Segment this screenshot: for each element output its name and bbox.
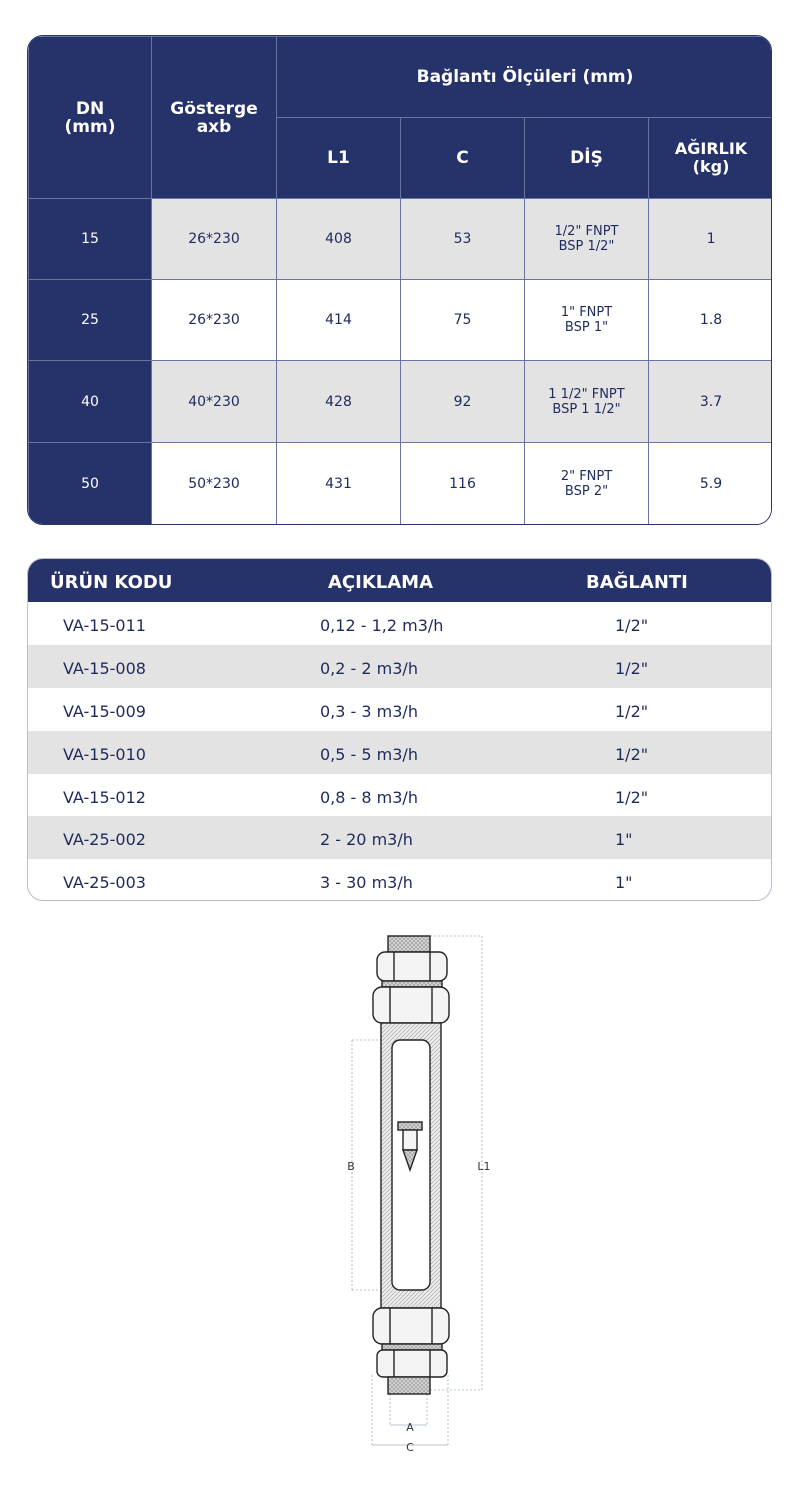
cell-kg: 5.9 [649,443,773,525]
cell-desc: 2 - 20 m3/h [320,830,413,850]
header-gosterge: Gösterge axb [152,37,277,199]
table-row [28,859,771,901]
header-urun-kodu: ÜRÜN KODU [50,572,173,593]
cell-code: VA-15-012 [63,787,146,807]
cell-c: 75 [401,280,525,361]
cell-dis: 1 1/2" FNPT BSP 1 1/2" [525,361,649,443]
cell-c: 116 [401,443,525,525]
cell-code: VA-15-010 [63,744,146,764]
table-row [29,199,773,280]
cell-conn: 1" [615,873,633,893]
cell-conn: 1" [615,830,633,850]
product-table-header [28,559,771,602]
cell-l1: 431 [277,443,401,525]
cell-axb: 40*230 [152,361,277,443]
cell-code: VA-15-011 [63,616,146,635]
cell-code: VA-15-009 [63,701,146,721]
cell-desc: 0,8 - 8 m3/h [320,787,418,807]
table-row [28,816,771,859]
cell-dn: 15 [29,199,152,280]
header-dn: DN (mm) [29,37,152,199]
cell-desc: 3 - 30 m3/h [320,873,413,893]
header-baglanti-olculeri: Bağlantı Ölçüleri (mm) [277,37,773,118]
cell-conn: 1/2" [615,658,649,678]
cell-conn: 1/2" [615,744,649,764]
dimension-label-l1: L1 [477,1160,491,1173]
cell-dis: 2" FNPT BSP 2" [525,443,649,525]
cell-axb: 50*230 [152,443,277,525]
cell-conn: 1/2" [615,787,649,807]
table-row [28,688,771,731]
cell-code: VA-15-008 [63,658,146,678]
cell-desc: 0,12 - 1,2 m3/h [320,616,444,635]
header-l1: L1 [277,118,401,199]
header-c: C [401,118,525,199]
table-row [28,731,771,774]
cell-c: 53 [401,199,525,280]
dimension-label-b: B [347,1160,355,1173]
cell-conn: 1/2" [615,616,649,635]
cell-code: VA-25-002 [63,830,146,850]
cell-kg: 1 [649,199,773,280]
cell-desc: 0,5 - 5 m3/h [320,744,418,764]
cell-axb: 26*230 [152,280,277,361]
header-baglanti: BAĞLANTI [586,572,688,593]
header-dis: DİŞ [525,118,649,199]
cell-kg: 3.7 [649,361,773,443]
cell-l1: 408 [277,199,401,280]
cell-code: VA-25-003 [63,873,146,893]
cell-axb: 26*230 [152,199,277,280]
flowmeter-technical-drawing [330,925,510,1465]
cell-desc: 0,3 - 3 m3/h [320,701,418,721]
cell-c: 92 [401,361,525,443]
product-table [27,558,772,901]
dimension-label-a: A [406,1421,414,1434]
table-row [29,443,773,525]
table-row [29,280,773,361]
table-row [29,361,773,443]
spec-table [27,35,772,525]
dimension-label-c: C [406,1441,414,1454]
cell-dis: 1/2" FNPT BSP 1/2" [525,199,649,280]
cell-kg: 1.8 [649,280,773,361]
cell-dn: 25 [29,280,152,361]
header-aciklama: AÇIKLAMA [328,572,434,593]
table-row [28,774,771,817]
cell-dn: 40 [29,361,152,443]
flowmeter-body [373,936,449,1394]
cell-l1: 414 [277,280,401,361]
header-agirlik: AĞIRLIK (kg) [649,118,773,199]
cell-l1: 428 [277,361,401,443]
table-row [28,645,771,688]
cell-dn: 50 [29,443,152,525]
cell-conn: 1/2" [615,701,649,721]
table-row [28,602,771,645]
cell-desc: 0,2 - 2 m3/h [320,658,418,678]
cell-dis: 1" FNPT BSP 1" [525,280,649,361]
